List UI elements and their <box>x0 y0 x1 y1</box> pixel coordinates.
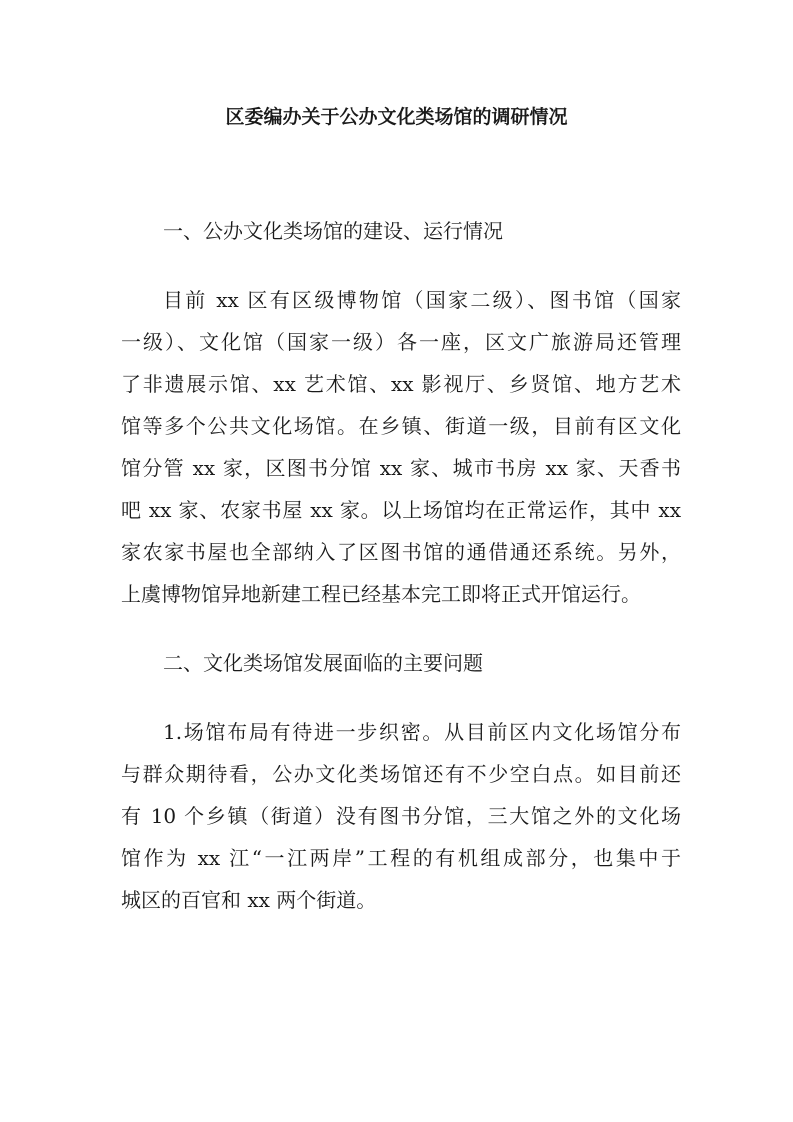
paragraph-line: 吧 xx 家、农家书屋 xx 家。以上场馆均在正常运作，其中 xx <box>121 498 681 522</box>
section-heading-2: 二、文化类场馆发展面临的主要问题 <box>163 651 483 675</box>
paragraph-line: 目前 xx 区有区级博物馆（国家二级）、图书馆（国家 <box>163 288 681 312</box>
document-title: 区委编办关于公办文化类场馆的调研情况 <box>225 106 568 128</box>
paragraph-line: 1.场馆布局有待进一步织密。从目前区内文化场馆分布 <box>163 720 681 744</box>
paragraph-line: 了非遗展示馆、xx 艺术馆、xx 影视厅、乡贤馆、地方艺术 <box>121 372 681 396</box>
paragraph-line: 家农家书屋也全部纳入了区图书馆的通借通还系统。另外， <box>121 540 681 564</box>
section-heading-1: 一、公办文化类场馆的建设、运行情况 <box>163 219 503 243</box>
paragraph-line: 与群众期待看，公办文化类场馆还有不少空白点。如目前还 <box>121 762 681 786</box>
paragraph-line: 城区的百官和 xx 两个街道。 <box>121 888 377 912</box>
paragraph-line: 馆作为 xx 江“一江两岸”工程的有机组成部分，也集中于 <box>121 846 681 870</box>
paragraph-line: 一级）、文化馆（国家一级）各一座，区文广旅游局还管理 <box>121 330 681 354</box>
paragraph-line: 有 10 个乡镇（街道）没有图书分馆，三大馆之外的文化场 <box>121 804 681 828</box>
paragraph-line: 上虞博物馆异地新建工程已经基本完工即将正式开馆运行。 <box>121 582 641 606</box>
paragraph-line: 馆等多个公共文化场馆。在乡镇、街道一级，目前有区文化 <box>121 414 681 438</box>
paragraph-line: 馆分管 xx 家，区图书分馆 xx 家、城市书房 xx 家、天香书 <box>121 456 681 480</box>
